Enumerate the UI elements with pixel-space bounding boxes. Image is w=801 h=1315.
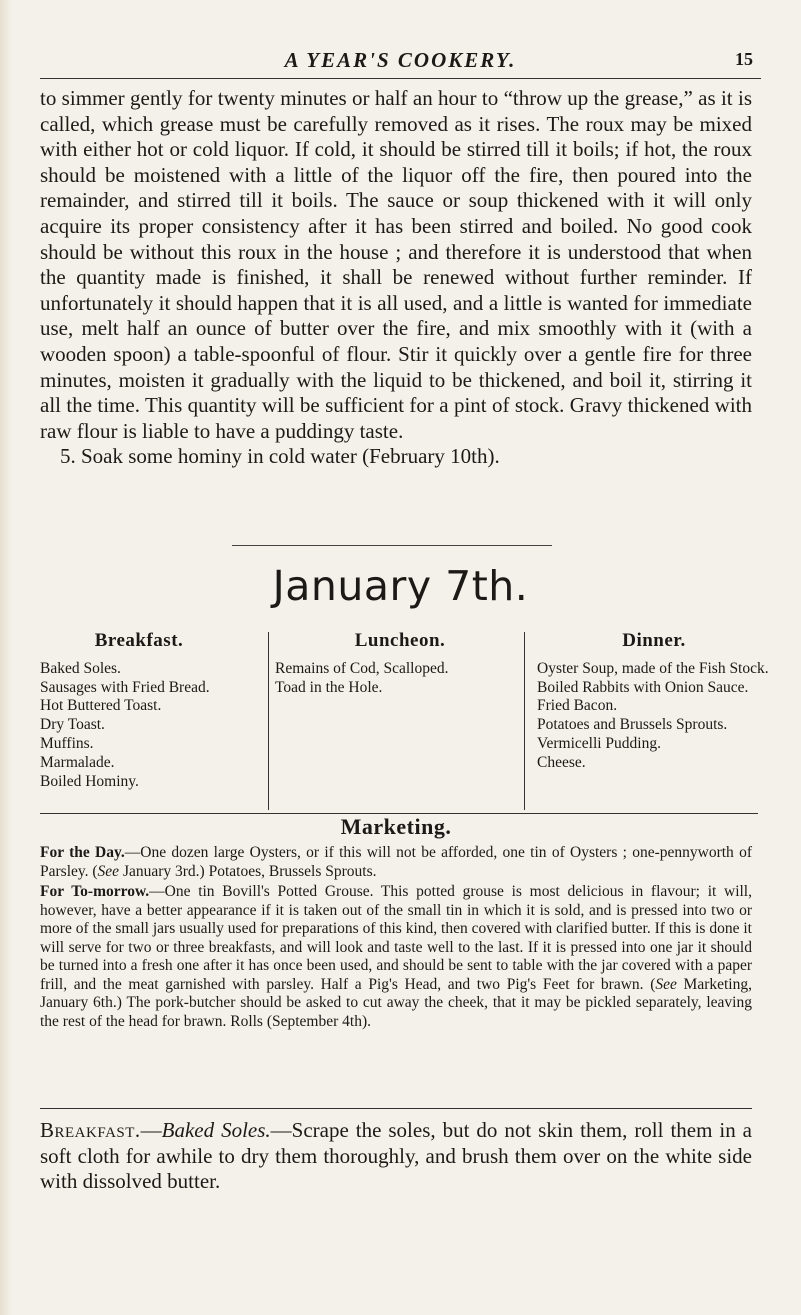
- menu-table: [40, 630, 769, 810]
- see-reference: See: [97, 862, 120, 880]
- dinner-heading: Dinner.: [622, 630, 686, 651]
- menu-item: Boiled Rabbits with Onion Sauce.: [537, 678, 749, 696]
- running-header: [40, 48, 761, 82]
- menu-item: Cheese.: [537, 753, 586, 771]
- menu-item: Hot Buttered Toast.: [40, 697, 162, 715]
- marketing-for-tomorrow: [40, 883, 752, 1031]
- recipe-text: —Scrape the soles, but do not skin them, roll them in a soft cloth for awhile to dry them thoroughly, and brush them over on the white side with dissolved butter.: [40, 1118, 753, 1194]
- dinner-items: [537, 660, 771, 773]
- page-margin-shadow: [0, 0, 12, 1315]
- recipe-subtitle: Baked Soles.: [161, 1118, 271, 1142]
- for-tomorrow-text-1: —One tin Bovill's Potted Grouse. This potted grouse is most delicious in flavour; it will, however, have a better appearance if it is taken out of the small tin in which it is sold, and is pressed into two or more of the small jars usually used for preparations of this kind, then covered with clarified butter. If this is done it will serve for two or three breakfasts, and will look and taste well to the last. If it is pressed into one jar it should be turned into a fresh one after it has once been used, and should be sent to table with the jar covered with a paper frill, and the meat garnished with parsley. Half a Pig's Head, and two Pig's Feet for brawn. (: [40, 883, 752, 993]
- luncheon-items: [275, 660, 525, 698]
- for-the-day-text-1: —One dozen large Oysters, or if this will not be afforded, one tin of Oysters ; one-pennyworth of Parsley. (: [40, 844, 753, 880]
- see-reference: See: [655, 975, 677, 993]
- menu-item: Vermicelli Pudding.: [537, 734, 661, 752]
- luncheon-column: [268, 632, 525, 810]
- breakfast-items: [40, 660, 258, 792]
- menu-item: Oyster Soup, made of the Fish Stock.: [537, 659, 769, 677]
- menu-item: Remains of Cod, Scalloped.: [275, 659, 449, 677]
- running-title: A YEAR'S COOKERY.: [284, 48, 517, 72]
- menu-item: Marmalade.: [40, 753, 115, 771]
- recipe-dash: —: [140, 1118, 162, 1142]
- dinner-column: [524, 632, 771, 810]
- marketing-for-the-day: [40, 844, 752, 881]
- menu-item: Potatoes and Brussels Sprouts.: [537, 716, 728, 734]
- marketing-section: [40, 814, 752, 1031]
- header-rule: [40, 78, 761, 79]
- intro-numbered-note: 5. Soak some hominy in cold water (February 10th).: [60, 444, 500, 469]
- intro-paragraph: to simmer gently for twenty minutes or half an hour to “throw up the grease,” as it is called, which grease must be carefully removed as it rises. The roux may be mixed with either hot or cold liquor. If cold, it should be stirred till it boils; if hot, the roux should be moistened with a little of the liquor off the fire, then poured into the remainder, and stirred till it boils. The sauce or soup thickened with it will only acquire its proper consistency after it has been stirred and boiled. No good cook should be without this roux in the house ; and therefore it is understood that when the quantity made is finished, it shall be renewed without further reminder. If unfortunately it should happen that it is all used, and a little is wanted for immediate use, melt half an ounce of butter over the fire, and mix smoothly with it (with a wooden spoon) a table-spoonful of flour. Stir it quickly over a gentle fire for three minutes, moisten it gradually with the liquid to be thickened, and boil it, stirring it all the time. This quantity will be sufficient for a pint of stock. Gravy thickened with raw flour is liable to have a puddingy taste.: [40, 86, 752, 443]
- for-the-day-text-2: January 3rd.) Potatoes, Brussels Sprouts.: [119, 862, 377, 880]
- recipe-lead: Breakfast.: [40, 1118, 141, 1142]
- marketing-heading: Marketing.: [340, 814, 452, 839]
- menu-item: Muffins.: [40, 734, 94, 752]
- menu-item: Baked Soles.: [40, 659, 121, 677]
- breakfast-column: [40, 632, 258, 810]
- menu-item: Sausages with Fried Bread.: [40, 678, 210, 696]
- marketing-bottom-rule: [40, 1108, 752, 1109]
- menu-item: Fried Bacon.: [537, 697, 618, 715]
- menu-item: Toad in the Hole.: [275, 678, 383, 696]
- menu-item: Boiled Hominy.: [40, 772, 139, 790]
- breakfast-heading: Breakfast.: [94, 630, 184, 651]
- for-the-day-lead: For the Day.: [40, 844, 125, 861]
- for-tomorrow-lead: For To-morrow.: [40, 883, 150, 900]
- for-tomorrow-text-2: Marketing, January 6th.) The pork-butcher should be asked to cut away the cheek, that it may be pickled separately, leaving the rest of the head for brawn. Rolls (September 4th).: [40, 975, 752, 1030]
- breakfast-recipe: [40, 1118, 752, 1195]
- section-divider: [232, 545, 552, 546]
- intro-text: [40, 86, 752, 470]
- menu-item: Dry Toast.: [40, 716, 105, 734]
- page-number: 15: [735, 49, 753, 69]
- luncheon-heading: Luncheon.: [354, 630, 446, 651]
- day-title: January 7th.: [272, 562, 529, 610]
